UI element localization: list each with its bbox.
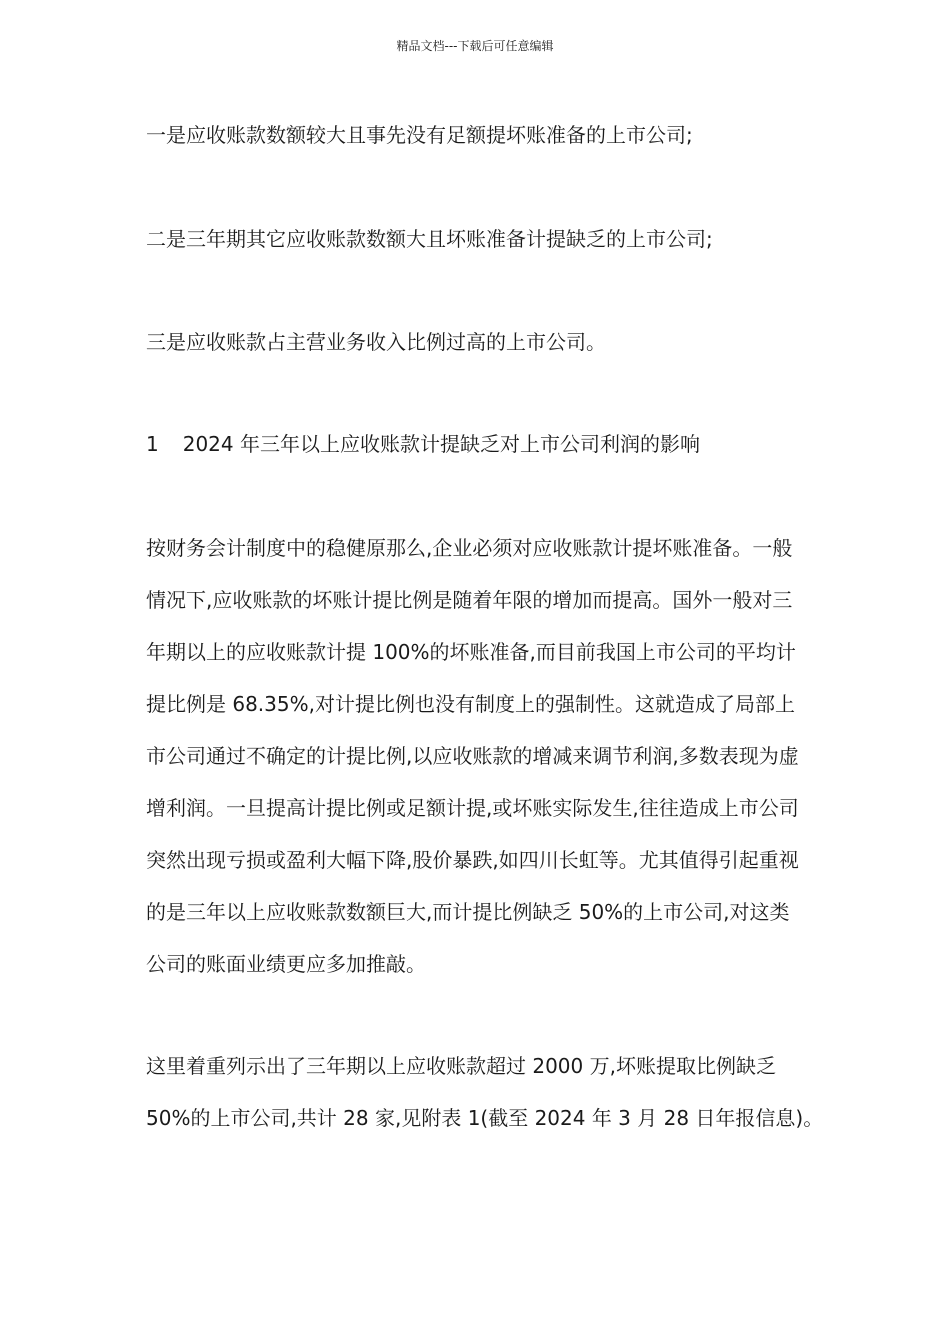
list-item: 一是应收账款数额较大且事先没有足额提坏账准备的上市公司;	[146, 123, 693, 147]
list-item: 二是三年期其它应收账款数额大且坏账准备计提缺乏的上市公司;	[146, 227, 713, 251]
paragraph-line: 按财务会计制度中的稳健原那么,企业必须对应收账款计提坏账准备。一般	[146, 536, 793, 560]
paragraph-line: 提比例是 68.35%,对计提比例也没有制度上的强制性。这就造成了局部上	[146, 692, 795, 716]
paragraph-line: 市公司通过不确定的计提比例,以应收账款的增减来调节利润,多数表现为虚	[146, 744, 799, 768]
section-heading	[146, 432, 700, 456]
section-number: 1	[146, 432, 159, 456]
paragraph-line: 这里着重列示出了三年期以上应收账款超过 2000 万,坏账提取比例缺乏	[146, 1054, 776, 1078]
page-header: 精品文档---下载后可任意编辑	[396, 39, 554, 53]
paragraph-line: 情况下,应收账款的坏账计提比例是随着年限的增加而提高。国外一般对三	[146, 588, 793, 612]
paragraph-line: 增利润。一旦提高计提比例或足额计提,或坏账实际发生,往往造成上市公司	[146, 796, 799, 820]
list-item: 三是应收账款占主营业务收入比例过高的上市公司。	[146, 330, 606, 354]
paragraph-line: 公司的账面业绩更应多加推敲。	[146, 952, 426, 976]
paragraph-line: 50%的上市公司,共计 28 家,见附表 1(截至 2024 年 3 月 28 日年报信息)。	[146, 1106, 824, 1130]
paragraph-line: 的是三年以上应收账款数额巨大,而计提比例缺乏 50%的上市公司,对这类	[146, 900, 790, 924]
section-title: 2024 年三年以上应收账款计提缺乏对上市公司利润的影响	[182, 432, 700, 456]
paragraph-line: 年期以上的应收账款计提 100%的坏账准备,而目前我国上市公司的平均计	[146, 640, 796, 664]
paragraph-line: 突然出现亏损或盈利大幅下降,股价暴跌,如四川长虹等。尤其值得引起重视	[146, 848, 799, 872]
